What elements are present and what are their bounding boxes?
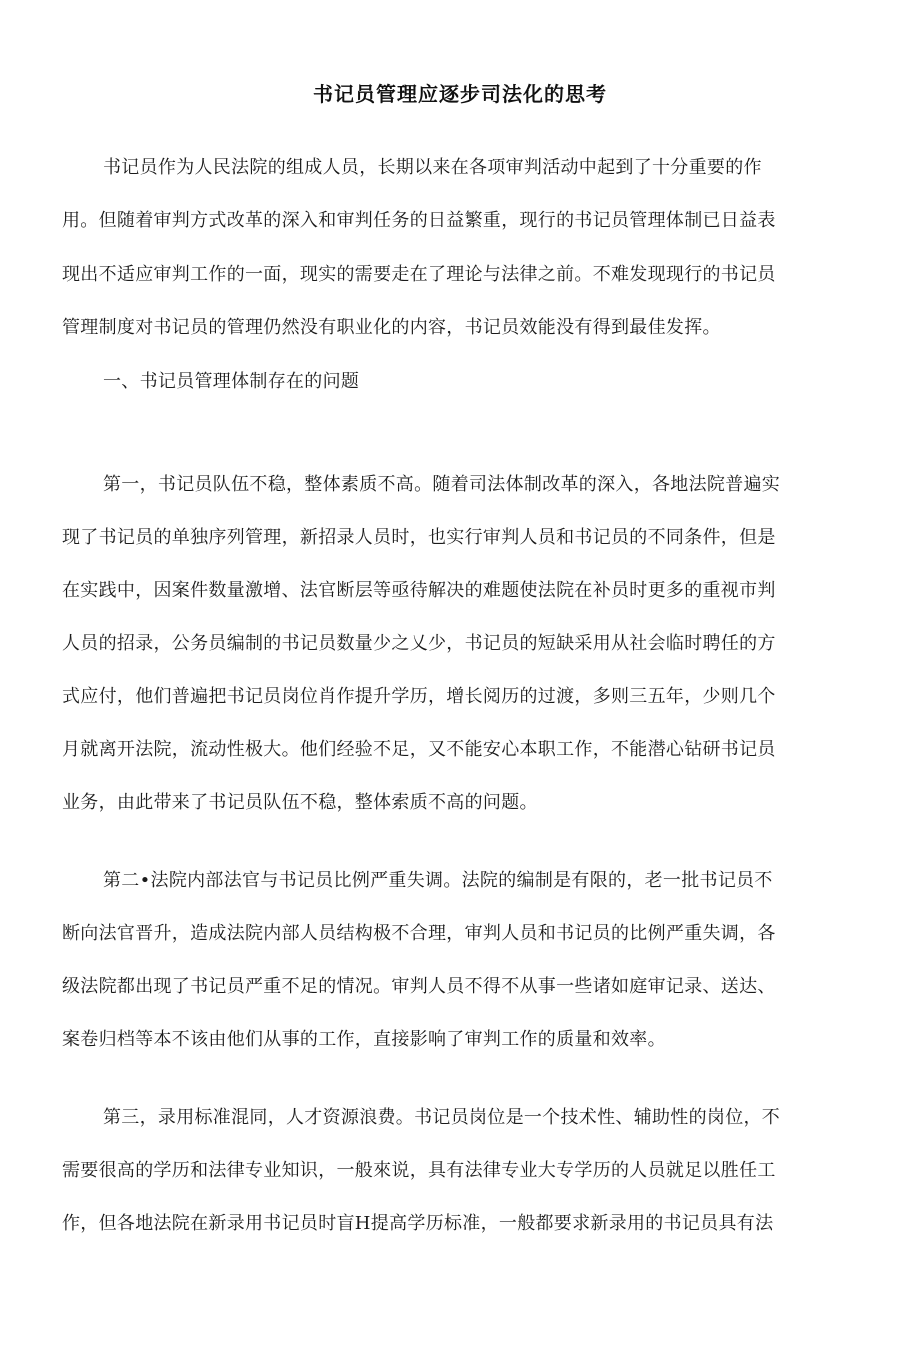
paragraph-point-1-line: 月就离开法院，流动性极大。他们经验不足，又不能安心本职工作，不能潜心钻研书记员 [62, 739, 776, 760]
document-title: 书记员管理应逐步司法化的思考 [313, 82, 607, 106]
paragraph-point-2-line: 案卷归档等本不该由他们从事的工作，直接影响了审判工作的质量和效率。 [62, 1029, 666, 1050]
paragraph-intro-line: 用。但随着审判方式改革的深入和审判任务的日益繁重，现行的书记员管理体制已日益表 [62, 210, 776, 231]
paragraph-point-3-line: 作，但各地法院在新录用书记员时盲H提高学历标准，一般都要求新录用的书记员具有法 [62, 1213, 774, 1234]
paragraph-point-1-line: 第一，书记员队伍不稳，整体素质不高。随着司法体制改革的深入，各地法院普遍实 [103, 474, 781, 495]
paragraph-point-1-line: 式应付，他们普遍把书记员岗位肖作提升学历，增长阅历的过渡，多则三五年，少则几个 [62, 686, 776, 707]
paragraph-point-1-line: 在实践中，因案件数量激增、法官断层等亟待解决的难题使法院在补员时更多的重视市判 [62, 580, 776, 601]
section-heading: 一、书记员管理体制存在的问题 [103, 371, 360, 392]
paragraph-point-3-line: 需要很高的学历和法律专业知识，一般來说，具有法律专业大专学历的人员就足以胜任工 [62, 1160, 776, 1181]
paragraph-intro-line: 管理制度对书记员的管理仍然没有职业化的内容，书记员效能没有得到最佳发挥。 [62, 317, 721, 338]
paragraph-point-1-line: 现了书记员的单独序列管理，新招录人员时，也实行审判人员和书记员的不同条件，但是 [62, 527, 776, 548]
paragraph-intro-line: 书记员作为人民法院的组成人员，长期以来在各项审判活动中起到了十分重要的作 [103, 157, 762, 178]
paragraph-point-1-line: 业务，由此带来了书记员队伍不稳，整体索质不高的问题。 [62, 792, 538, 813]
paragraph-point-2-line: 级法院都出现了书记员严重不足的情况。审判人员不得不从事一些诸如庭审记录、送达、 [62, 976, 776, 997]
paragraph-point-3-line: 第三，录用标准混同，人才资源浪费。书记员岗位是一个技术性、辅助性的岗位，不 [103, 1107, 781, 1128]
paragraph-intro-line: 现出不适应审判工作的一面，现实的需要走在了理论与法律之前。不难发现现行的书记员 [62, 264, 776, 285]
paragraph-point-2-line: 断向法官晋升，造成法院内部人员结构极不合理，审判人员和书记员的比例严重失调，各 [62, 923, 776, 944]
paragraph-point-2-line: 第二•法院内部法官与书记员比例严重失调。法院的编制是有限的，老一批书记员不 [103, 870, 773, 891]
paragraph-point-1-line: 人员的招录，公务员编制的书记员数量少之乂少，书记员的短缺采用从社会临时聘任的方 [62, 633, 776, 654]
